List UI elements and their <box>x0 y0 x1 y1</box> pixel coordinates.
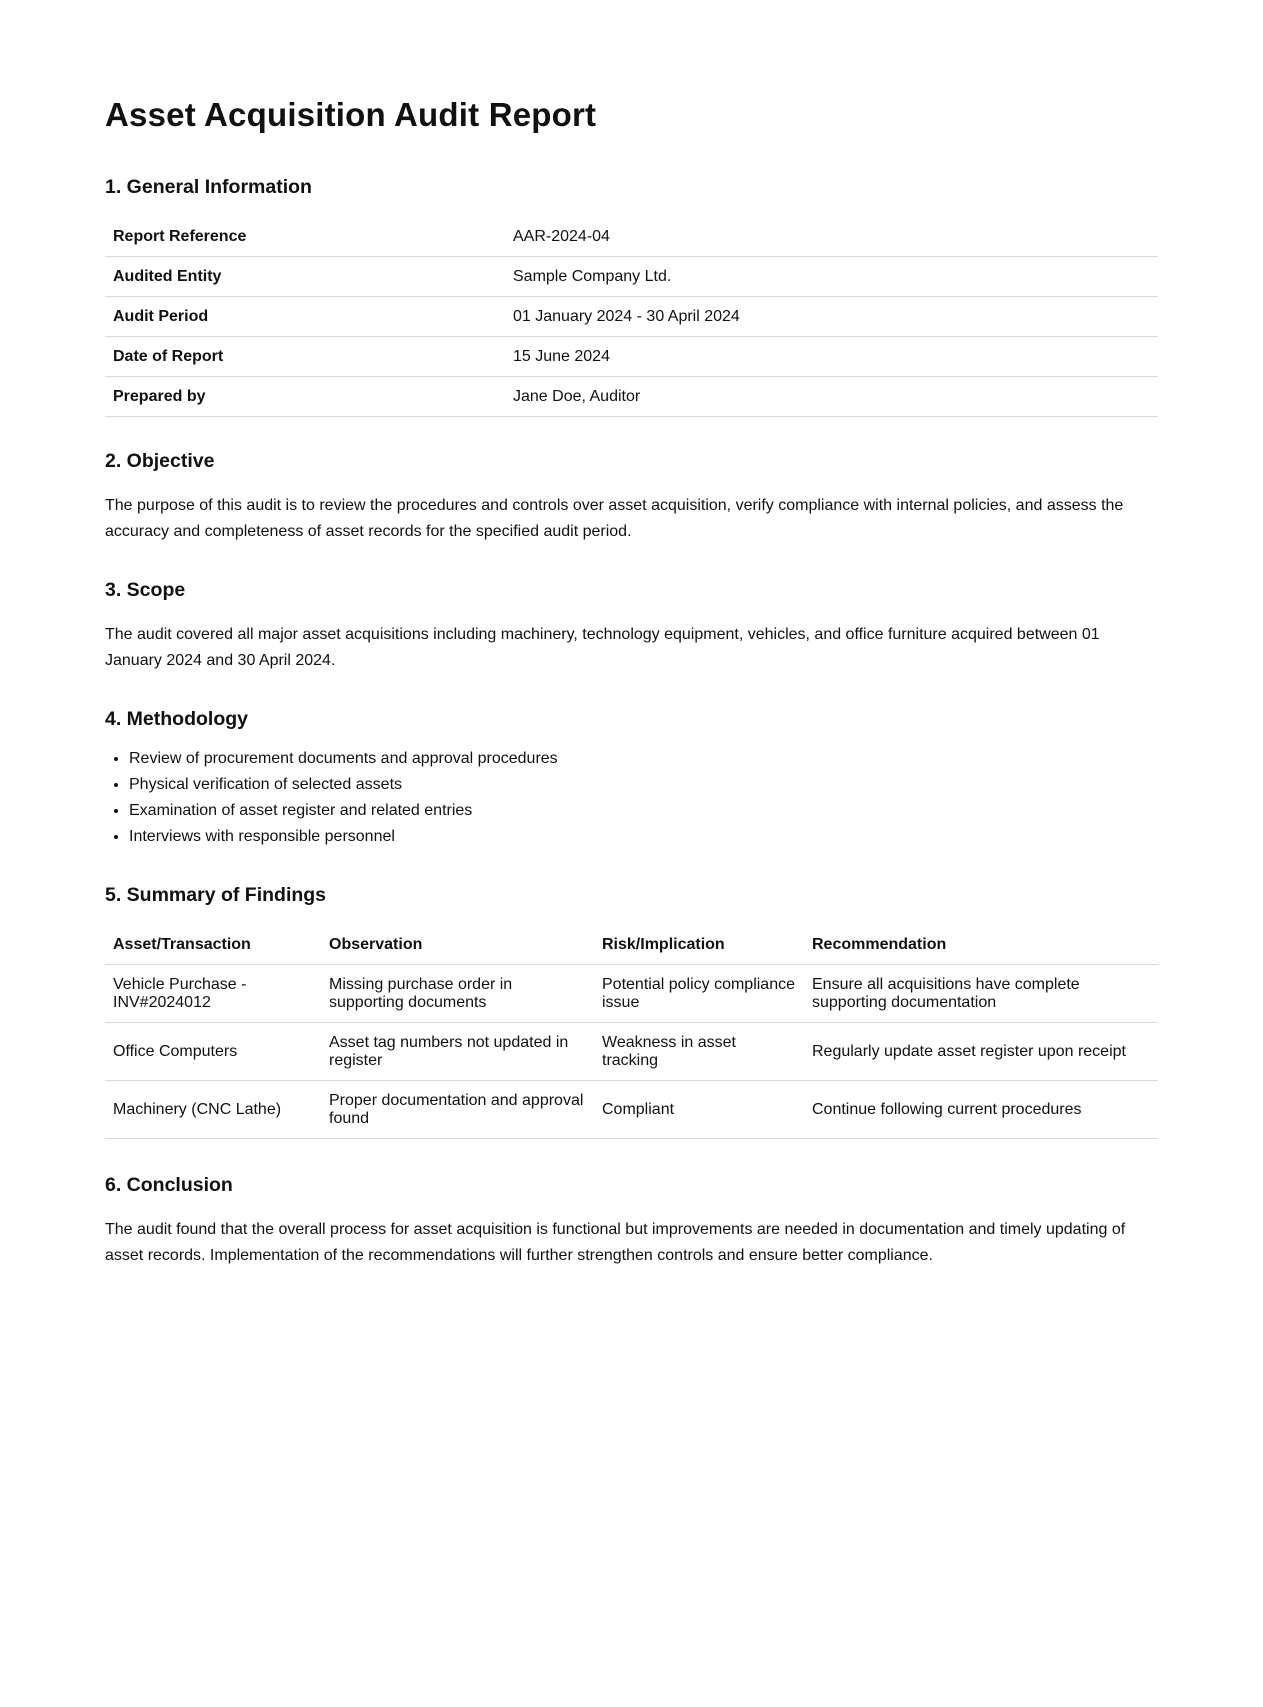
info-label: Audited Entity <box>105 257 505 297</box>
table-row <box>105 377 1158 417</box>
methodology-list <box>105 746 1158 850</box>
table-cell: Asset tag numbers not updated in register <box>321 1023 594 1081</box>
scope-text: The audit covered all major asset acquisitions including machinery, technology equipment, vehicles, and office furniture acquired between 01 January 2024 and 30 April 2024. <box>105 626 1100 669</box>
section-heading-scope: 3. Scope <box>105 579 186 601</box>
info-value: Sample Company Ltd. <box>505 257 1158 297</box>
table-cell: Proper documentation and approval found <box>321 1081 594 1139</box>
table-row <box>105 257 1158 297</box>
table-cell: Regularly update asset register upon receipt <box>804 1023 1158 1081</box>
section-heading-findings: 5. Summary of Findings <box>105 884 327 906</box>
table-row <box>105 297 1158 337</box>
info-value: 01 January 2024 - 30 April 2024 <box>505 297 1158 337</box>
table-cell: Missing purchase order in supporting documents <box>321 965 594 1023</box>
info-label: Audit Period <box>105 297 505 337</box>
column-header: Recommendation <box>804 925 1158 965</box>
list-item: • Review of procurement documents and approval procedures <box>129 746 1158 772</box>
findings-table <box>105 925 1158 1139</box>
table-cell: Weakness in asset tracking <box>594 1023 804 1081</box>
column-header: Risk/Implication <box>594 925 804 965</box>
list-item: • Interviews with responsible personnel <box>129 824 1158 850</box>
page-title: Asset Acquisition Audit Report <box>105 96 597 133</box>
table-row <box>105 217 1158 257</box>
conclusion-text: The audit found that the overall process for asset acquisition is functional but improvements are needed in documentation and timely updating of asset records. Implementation of the recommendations will further strengthen controls and ensure better compliance. <box>105 1221 1126 1264</box>
table-row <box>105 1081 1158 1139</box>
section-heading-conclusion: 6. Conclusion <box>105 1174 233 1196</box>
table-cell: Office Computers <box>105 1023 321 1081</box>
section-heading-objective: 2. Objective <box>105 450 215 472</box>
table-cell: Compliant <box>594 1081 804 1139</box>
column-header: Asset/Transaction <box>105 925 321 965</box>
table-cell: Vehicle Purchase - INV#2024012 <box>105 965 321 1023</box>
objective-text: The purpose of this audit is to review the procedures and controls over asset acquisition, verify compliance with internal policies, and assess the accuracy and completeness of asset records for the specified audit period. <box>105 497 1124 540</box>
table-cell: Potential policy compliance issue <box>594 965 804 1023</box>
table-header-row <box>105 925 1158 965</box>
table-row <box>105 337 1158 377</box>
column-header: Observation <box>321 925 594 965</box>
general-info-table <box>105 217 1158 417</box>
table-cell: Continue following current procedures <box>804 1081 1158 1139</box>
table-cell: Machinery (CNC Lathe) <box>105 1081 321 1139</box>
info-value: 15 June 2024 <box>505 337 1158 377</box>
info-label: Prepared by <box>105 377 505 417</box>
section-heading-general: 1. General Information <box>105 176 312 198</box>
info-label: Date of Report <box>105 337 505 377</box>
list-item: • Physical verification of selected assets <box>129 772 1158 798</box>
section-heading-methodology: 4. Methodology <box>105 708 248 730</box>
table-row <box>105 1023 1158 1081</box>
info-value: Jane Doe, Auditor <box>505 377 1158 417</box>
info-label: Report Reference <box>105 217 505 257</box>
table-cell: Ensure all acquisitions have complete supporting documentation <box>804 965 1158 1023</box>
table-row <box>105 965 1158 1023</box>
info-value: AAR-2024-04 <box>505 217 1158 257</box>
list-item: • Examination of asset register and related entries <box>129 798 1158 824</box>
